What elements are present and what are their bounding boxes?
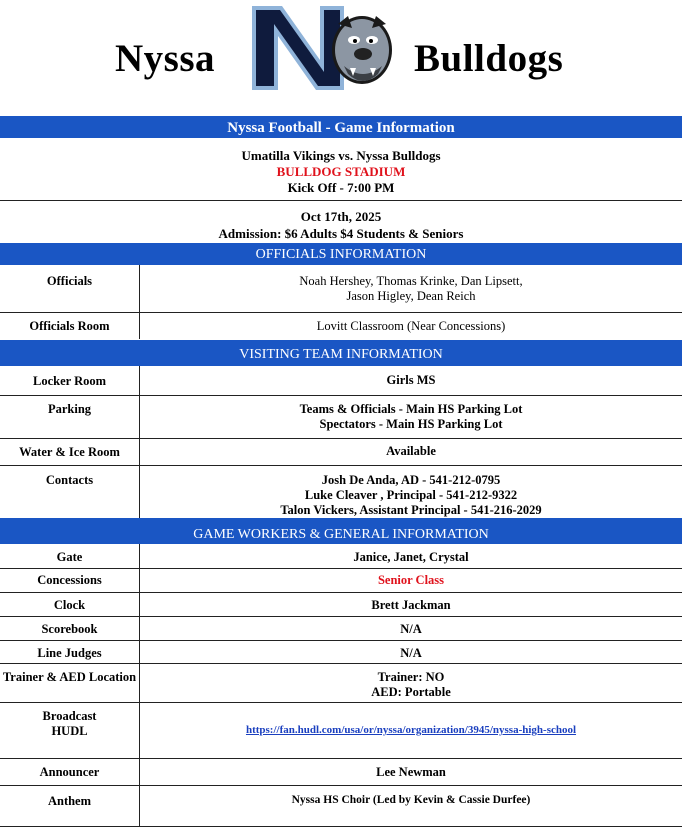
line-judges-label: Line Judges <box>37 646 102 660</box>
water-ice-value: Available <box>386 444 436 458</box>
kickoff-text: Kick Off - 7:00 PM <box>287 180 395 195</box>
officials-room-value: Lovitt Classroom (Near Concessions) <box>316 319 506 333</box>
game-info-band: Nyssa Football - Game Information <box>0 116 682 138</box>
scorebook-label: Scorebook <box>41 622 98 636</box>
clock-label: Clock <box>53 598 86 612</box>
officials-band: OFFICIALS INFORMATION <box>0 243 682 265</box>
announcer-value: Lee Newman <box>376 765 446 779</box>
bulldog-logo-icon <box>248 2 396 94</box>
scorebook-value: N/A <box>400 622 422 636</box>
gate-value: Janice, Janet, Crystal <box>353 550 469 564</box>
broadcast-label-line1: Broadcast <box>42 709 97 723</box>
hudl-broadcast-link[interactable]: https://fan.hudl.com/usa/or/nyssa/organization/3945/nyssa-high-school <box>245 724 577 736</box>
divider <box>0 438 682 439</box>
locker-room-value: Girls MS <box>386 373 436 387</box>
admission-text: Admission: $6 Adults $4 Students & Seniors <box>218 226 464 241</box>
officials-label: Officials <box>46 274 93 288</box>
divider <box>0 702 682 703</box>
announcer-label: Announcer <box>39 765 100 779</box>
officials-value-line1: Noah Hershey, Thomas Krinke, Dan Lipsett, <box>299 274 523 288</box>
clock-value: Brett Jackman <box>371 598 451 612</box>
trainer-value-line2: AED: Portable <box>371 685 451 699</box>
venue-text: BULLDOG STADIUM <box>276 164 406 179</box>
parking-value-line2: Spectators - Main HS Parking Lot <box>319 417 503 431</box>
divider <box>0 616 682 617</box>
matchup-text: Umatilla Vikings vs. Nyssa Bulldogs <box>241 148 441 163</box>
contacts-value-line2: Luke Cleaver , Principal - 541-212-9322 <box>304 488 518 502</box>
line-judges-value: N/A <box>400 646 422 660</box>
anthem-label: Anthem <box>47 794 92 808</box>
header-title-left: Nyssa <box>115 37 216 80</box>
divider <box>0 592 682 593</box>
divider <box>0 200 682 201</box>
locker-room-label: Locker Room <box>32 374 107 388</box>
workers-band: GAME WORKERS & GENERAL INFORMATION <box>0 518 682 544</box>
trainer-aed-label: Trainer & AED Location <box>2 670 137 684</box>
officials-room-label: Officials Room <box>29 319 110 333</box>
parking-value-line1: Teams & Officials - Main HS Parking Lot <box>299 402 523 416</box>
divider <box>0 663 682 664</box>
divider <box>0 785 682 786</box>
date-text: Oct 17th, 2025 <box>300 209 382 224</box>
gate-label: Gate <box>56 550 83 564</box>
broadcast-link-cell <box>140 722 682 738</box>
divider <box>0 568 682 569</box>
divider <box>0 640 682 641</box>
header-title-right: Bulldogs <box>414 37 564 80</box>
parking-label: Parking <box>47 402 92 416</box>
divider <box>0 465 682 466</box>
divider <box>0 312 682 313</box>
officials-value-line2: Jason Higley, Dean Reich <box>346 289 476 303</box>
divider <box>0 395 682 396</box>
broadcast-label-line2: HUDL <box>51 724 88 738</box>
visiting-band: VISITING TEAM INFORMATION <box>0 340 682 366</box>
contacts-value-line3: Talon Vickers, Assistant Principal - 541-216-2029 <box>280 503 542 517</box>
water-ice-label: Water & Ice Room <box>19 445 120 459</box>
concessions-label: Concessions <box>37 573 102 587</box>
trainer-value-line1: Trainer: NO <box>377 670 445 684</box>
divider <box>0 826 682 827</box>
contacts-label: Contacts <box>45 473 94 487</box>
divider <box>0 758 682 759</box>
concessions-value: Senior Class <box>377 573 445 587</box>
page-header <box>0 0 682 110</box>
anthem-value: Nyssa HS Choir (Led by Kevin & Cassie Durfee) <box>291 794 531 806</box>
contacts-value-line1: Josh De Anda, AD - 541-212-0795 <box>321 473 501 487</box>
